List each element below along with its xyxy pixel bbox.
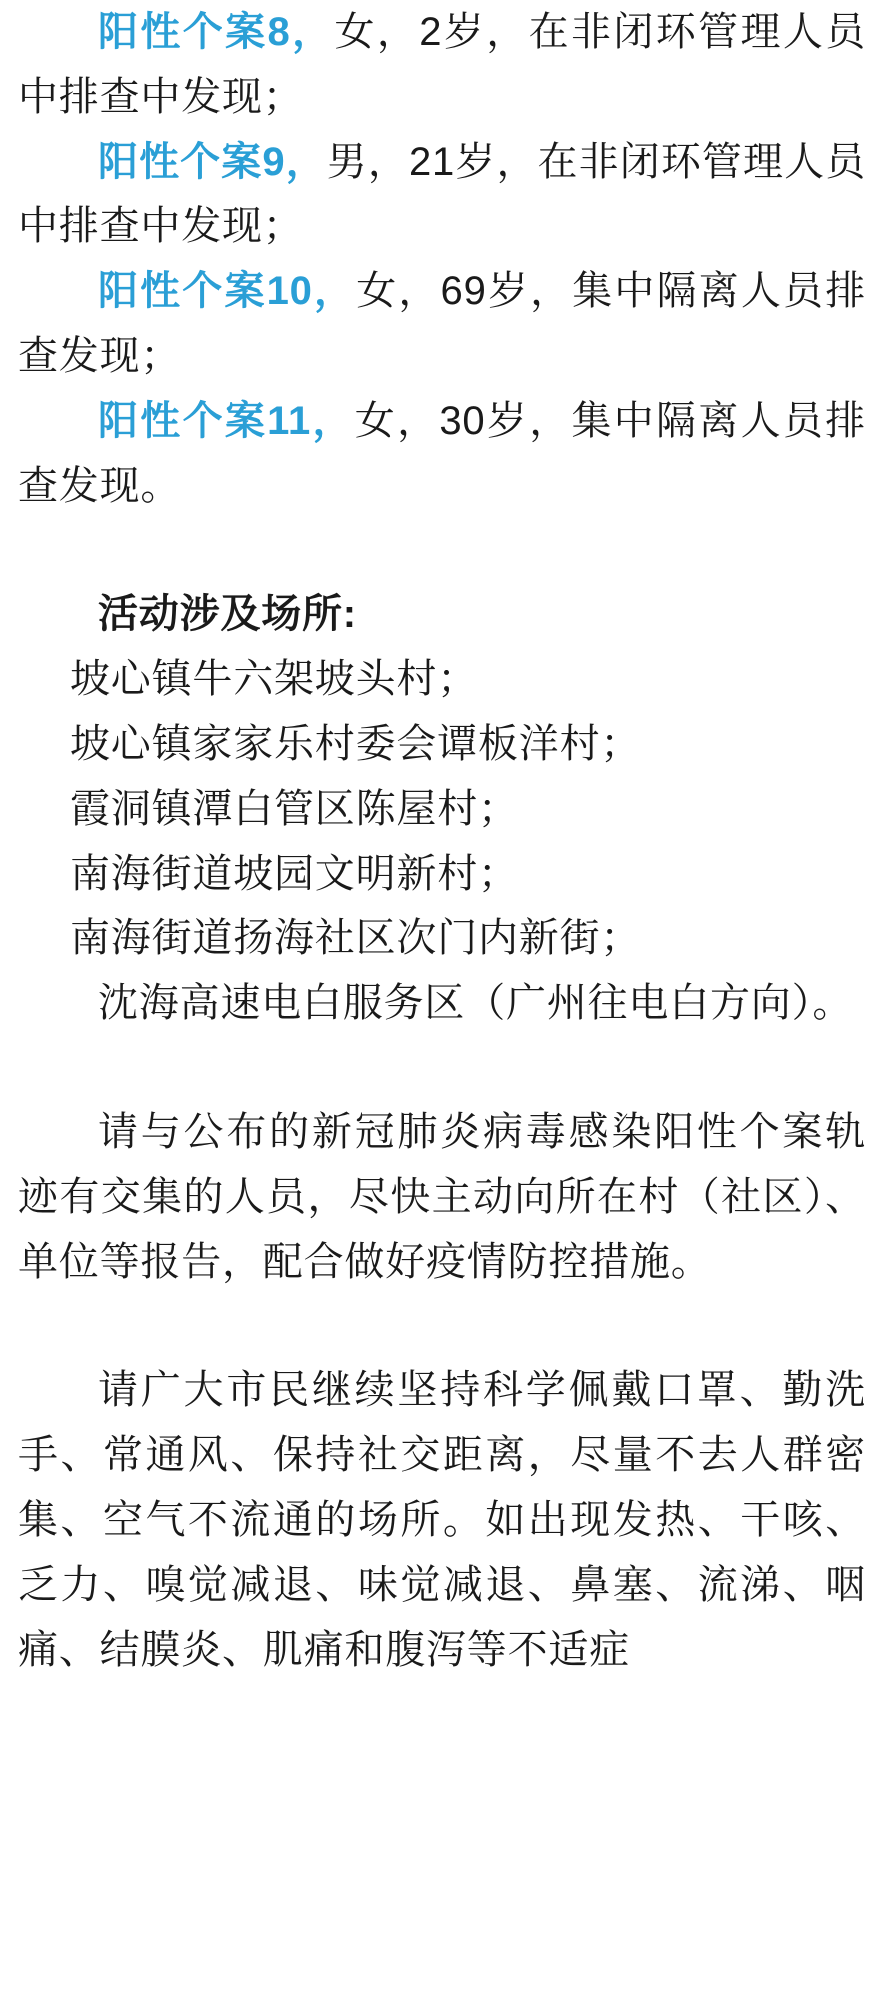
case-label: 阳性个案8， (98, 10, 335, 54)
case-text: 女，2岁，在非闭环管理人员中排查中发现； (18, 10, 866, 119)
section-spacer (18, 518, 866, 582)
place-item: 南海街道扬海社区次门内新街； (70, 916, 642, 961)
section-spacer (18, 1294, 866, 1358)
places-heading: 活动涉及场所: (98, 592, 357, 637)
notice-paragraph: 请与公布的新冠肺炎病毒感染阳性个案轨迹有交集的人员，尽快主动向所在村（社区）、单位等报告，配合做好疫情防控措施。 (18, 1109, 866, 1284)
case-paragraph (18, 389, 866, 519)
case-label: 阳性个案10， (98, 269, 357, 314)
case-label: 阳性个案9， (98, 139, 327, 184)
case-paragraph (18, 130, 866, 260)
place-item: 霞洞镇潭白管区陈屋村； (70, 786, 519, 831)
case-text: 女，69岁，集中隔离人员排查发现； (18, 269, 866, 378)
case-paragraph (18, 0, 866, 130)
case-paragraph (18, 259, 866, 389)
case-text: 男，21岁，在非闭环管理人员中排查中发现； (18, 139, 866, 249)
place-item: 沈海高速电白服务区（广州往电白方向）。 (98, 981, 854, 1026)
case-label: 阳性个案11， (98, 398, 355, 443)
place-item: 坡心镇牛六架坡头村； (70, 657, 478, 702)
case-text: 女，30岁，集中隔离人员排查发现。 (18, 398, 866, 508)
section-spacer (18, 1036, 866, 1100)
place-item: 坡心镇家家乐村委会谭板洋村； (70, 721, 642, 766)
notice-paragraph: 请广大市民继续坚持科学佩戴口罩、勤洗手、常通风、保持社交距离，尽量不去人群密集、空气不流通的场所。如出现发热、干咳、乏力、嗅觉减退、味觉减退、鼻塞、流涕、咽痛、结膜炎、肌痛和腹泻等不适症 (18, 1368, 866, 1672)
place-item: 南海街道坡园文明新村； (70, 851, 519, 896)
